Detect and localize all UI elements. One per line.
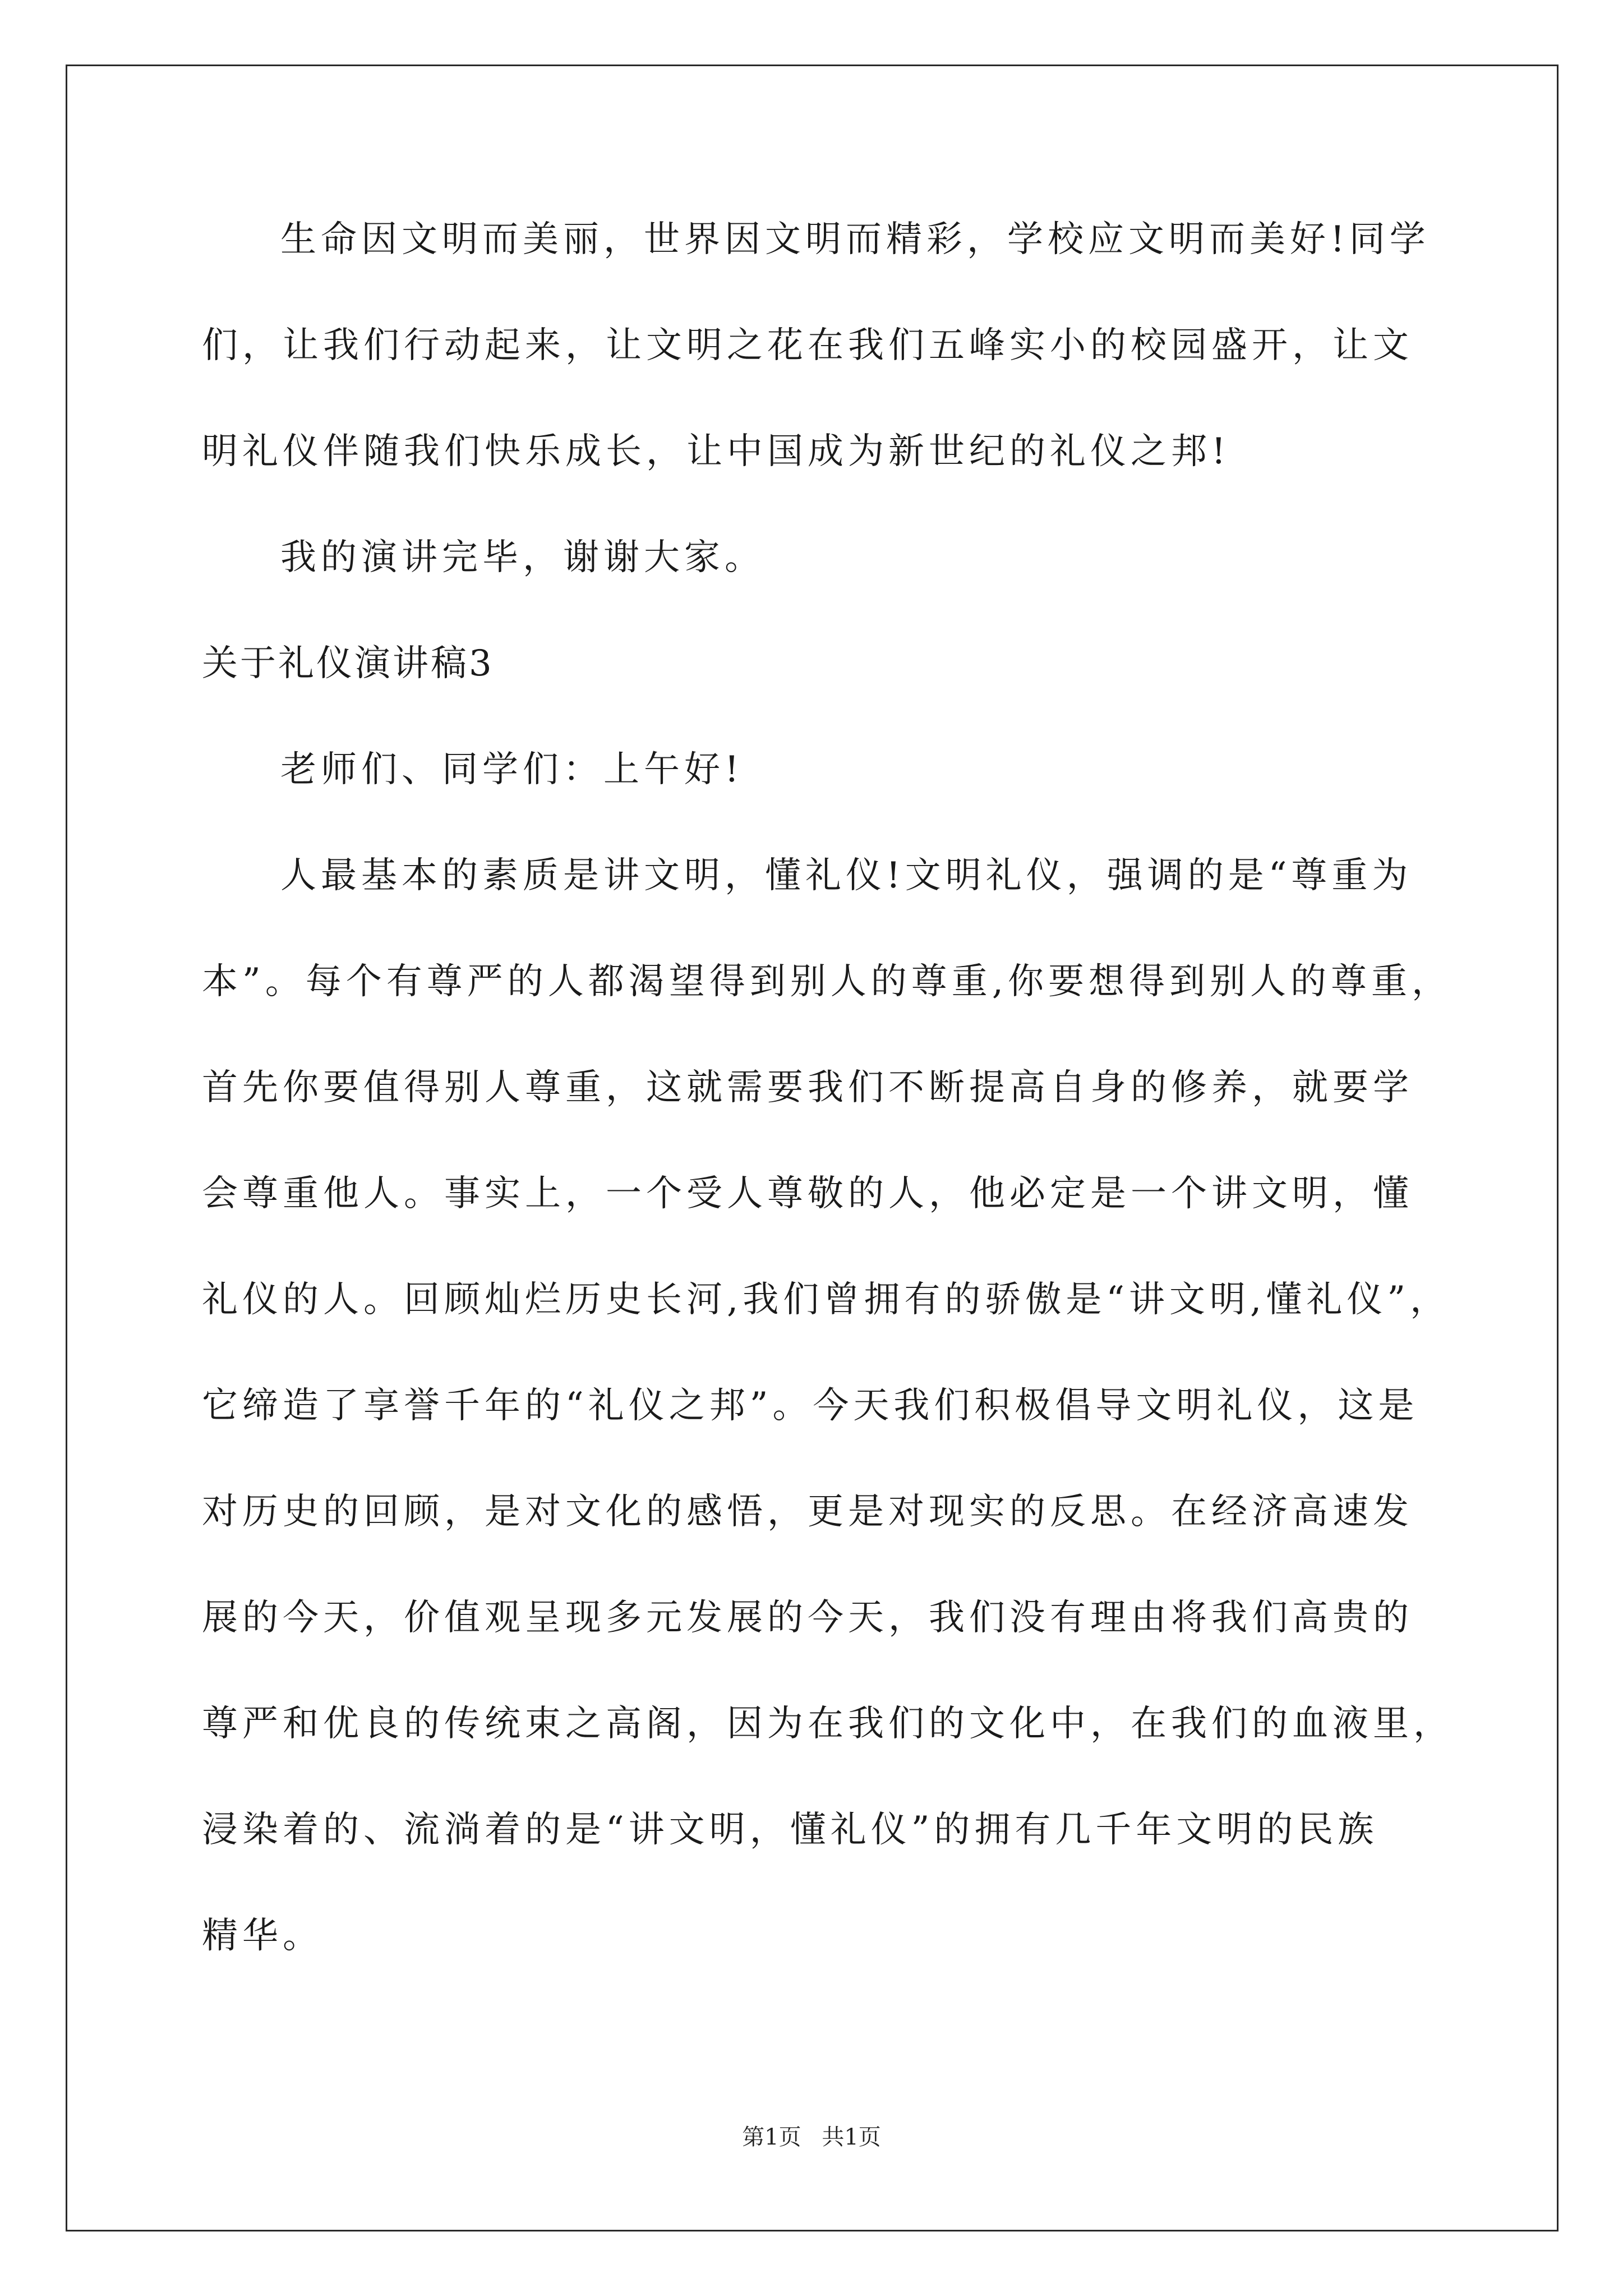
paragraph-line: 人最基本的素质是讲文明，懂礼仪!文明礼仪，强调的是“尊重为 [280,855,1413,896]
document-body [202,219,1454,2024]
page-footer [0,2126,1623,2148]
paragraph-line: 展的今天，价值观呈现多元发展的今天，我们没有理由将我们高贵的 [202,1597,1413,1639]
paragraph-line: 我的演讲完毕，谢谢大家。 [280,537,765,578]
page-number: 第1页 [742,2124,801,2150]
paragraph-line: 本”。每个有尊严的人都渴望得到别人的尊重,你要想得到别人的尊重， [202,961,1453,1002]
paragraph-line: 浸染着的、流淌着的是“讲文明，懂礼仪”的拥有几千年文明的民族 [202,1809,1378,1851]
paragraph-line: 首先你要值得别人尊重，这就需要我们不断提高自身的修养，就要学 [202,1067,1413,1108]
paragraph-line: 们，让我们行动起来，让文明之花在我们五峰实小的校园盛开，让文 [202,325,1413,366]
paragraph-line: 对历史的回顾，是对文化的感悟，更是对现实的反思。在经济高速发 [202,1491,1413,1533]
salutation-line: 老师们、同学们：上午好! [280,749,744,790]
paragraph-line: 生命因文明而美丽，世界因文明而精彩，学校应文明而美好!同学 [280,219,1430,260]
paragraph-line: 它缔造了享誉千年的“礼仪之邦”。今天我们积极倡导文明礼仪，这是 [202,1385,1419,1427]
page-total: 共1页 [822,2124,881,2150]
section-heading: 关于礼仪演讲稿3 [202,643,494,684]
paragraph-line: 礼仪的人。回顾灿烂历史长河,我们曾拥有的骄傲是“讲文明,懂礼仪”， [202,1279,1451,1320]
paragraph-line: 会尊重他人。事实上，一个受人尊敬的人，他必定是一个讲文明，懂 [202,1173,1413,1214]
paragraph-line: 精华。 [202,1915,323,1957]
paragraph-line: 尊严和优良的传统束之高阁，因为在我们的文化中，在我们的血液里， [202,1703,1454,1745]
paragraph-line: 明礼仪伴随我们快乐成长，让中国成为新世纪的礼仪之邦! [202,431,1230,472]
